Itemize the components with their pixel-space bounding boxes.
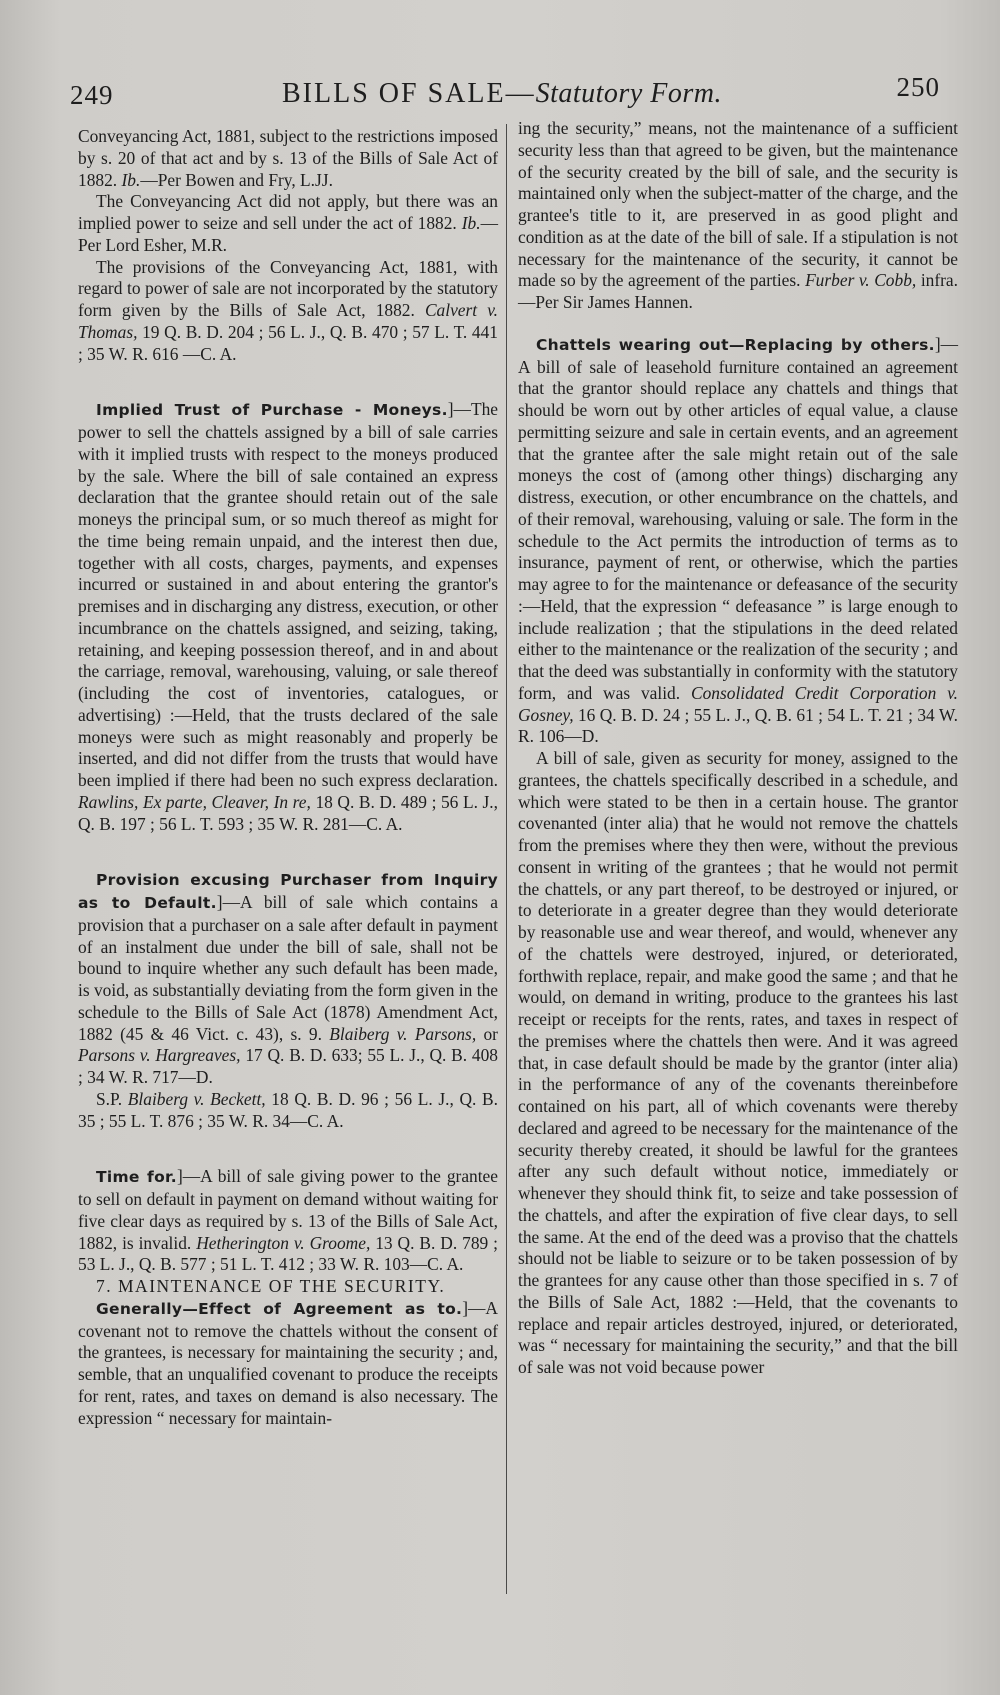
paragraph [518, 748, 958, 1379]
case-name: Furber v. Cobb, [805, 270, 917, 291]
paragraph [78, 1089, 498, 1133]
left-column [78, 126, 498, 1429]
connector-text: or [483, 1023, 498, 1044]
citation-ref: Ib. [121, 169, 141, 190]
paragraph-text: ]—A bill of sale giving power to the grantee to sell on default in payment on demand without waiting for five clear days as required by s. 13 of the Bills of Sale Act, 1882, is invalid. [78, 1166, 498, 1253]
paragraph-text: ]—A covenant not to remove the chattels without the consent of the grantees, is necessary for maintaining the security ; and, semble, that an unqualified covenant to produce the receipts for rent, rates, and taxes on demand is also necessary. The expression “ necessary for maintain- [78, 1297, 498, 1428]
citation-tail: 19 Q. B. D. 204 ; 56 L. J., Q. B. 470 ; 57 L. T. 441 ; 35 W. R. 616 —C. A. [78, 321, 498, 364]
case-name: Calvert v. Thomas, [78, 300, 498, 342]
citation-tail: 17 Q. B. D. 633; 55 L. J., Q. B. 408 ; 34 W. R. 717—D. [78, 1045, 499, 1087]
paragraph [78, 1166, 498, 1276]
citation-tail: 16 Q. B. D. 24 ; 55 L. J., Q. B. 61 ; 54 L. T. 21 ; 34 W. R. 106—D. [518, 704, 958, 747]
citation-tail: —Per Bowen and Fry, L.JJ. [140, 169, 333, 190]
paragraph-text: Conveyancing Act, 1881, subject to the restrictions imposed by s. 20 of that act and by s. 13 of the Bills of Sale Act of 1882. [78, 126, 498, 190]
paragraph-text: ]—A bill of sale of leasehold furniture contained an agreement that the grantor should replace any chattels and things that should be worn out by other articles of equal value, a clause permitting seizure and sale in certain events, and an agreement that the grantee after the sale might retain out of the sale moneys the cost of (among other things) discharging any distress, execution, or other encumbrance on the chattels, and of their removal, warehousing, valuing or sale. The form in the schedule to the Act permits the introduction of terms as to insurance, payment of rent, or otherwise, which the parties may agree to for the maintenance or defeasance of the security :—Held, that the expression “ defeasance ” is large enough to include realization ; that the stipulations in the deed related either to the maintenance or the realization of the security ; and that the deed was substantially in conformity with the statutory form, and was valid. [518, 333, 958, 703]
citation-tail: infra.—Per Sir James Hannen. [518, 270, 958, 312]
right-column [518, 118, 958, 1379]
citation-ref: Ib. [461, 213, 481, 233]
citation-tail: 13 Q. B. D. 789 ; 53 L. J., Q. B. 577 ; 51 L. T. 412 ; 33 W. R. 103—C. A. [78, 1232, 498, 1275]
case-name: Hetherington v. Groome, [196, 1232, 371, 1253]
paragraph-text: The provisions of the Conveyancing Act, 1881, with regard to power of sale are not incorporated by the statutory form given by the Bills of Sale Act, 1882. [78, 256, 498, 320]
lead-text: S.P. [96, 1088, 123, 1109]
paragraph [78, 126, 498, 191]
paragraph [78, 191, 498, 256]
running-title-main: BILLS OF SALE— [282, 78, 536, 109]
paragraph-text: ]—The power to sell the chattels assigned by a bill of sale carries with it implied trusts with respect to the moneys produced by the sale. Where the bill of sale contained an express declaration that the grantee should retain out of the sale moneys the principal sum, or so much thereof as might for the time being remain unpaid, and the interest then due, together with all costs, charges, payments, and expenses incurred or sustained in and about entering the grantor's premises and in discharging any distress, execution, or other incumbrance on the chattels assigned, and seizing, taking, retaining, and keeping possession thereof, and in and about the carriage, removal, warehousing, valuing, or sale thereof (including the cost of inventories, catalogues, or advertising) :—Held, that the trusts declared of the sale moneys were such as might reasonably and properly be inserted, and did not differ from the trusts that would have been implied if there had been no such express declaration. [78, 399, 498, 790]
paragraph [78, 1298, 498, 1430]
paragraph [78, 257, 498, 366]
paragraph [518, 334, 958, 748]
section-heading: 7. MAINTENANCE OF THE SECURITY. [96, 1276, 446, 1296]
paragraph [78, 399, 498, 835]
entry-heading: Implied Trust of Purchase - Moneys. [96, 401, 448, 420]
citation-tail: 18 Q. B. D. 96 ; 56 L. J., Q. B. 35 ; 55 L. T. 876 ; 35 W. R. 34—C. A. [78, 1088, 498, 1131]
page-number-left: 249 [70, 80, 114, 110]
paragraph-text: ing the security,” means, not the maintenance of a sufficient security less than that agreed to be given, but the maintenance of the security created by the bill of sale, and the security is maintained only when the subject-matter of the charge, and the grantee's title to it, are preserved in as good plight and condition as at the date of the bill of sale. If a stipulation is not necessary for the maintenance of the security, it cannot be made so by the agreement of the parties. [518, 118, 958, 291]
running-title [282, 78, 722, 110]
citation-tail: —Per Lord Esher, M.R. [78, 213, 498, 255]
entry-heading: Provision excusing Purchaser from Inquiry as to Default. [78, 871, 498, 912]
paragraph-text: The Conveyancing Act did not apply, but there was an implied power to seize and sell under the act of 1882. [78, 191, 498, 233]
case-name: Blaiberg v. Beckett, [127, 1088, 266, 1109]
paragraph [78, 869, 498, 1089]
running-header [70, 72, 940, 116]
case-name: Consolidated Credit Corporation v. Gosney, [518, 682, 958, 725]
entry-heading: Generally—Effect of Agreement as to. [96, 1299, 463, 1318]
entry-heading: Chattels wearing out—Replacing by others. [536, 335, 935, 354]
paragraph [518, 118, 958, 314]
column-divider [506, 124, 507, 1594]
paragraph-text: ]—A bill of sale which contains a provision that a purchaser on a sale after default in payment of an instalment due under the bill of sale, shall not be bound to inquire whether any such default has been made, is void, as substantially deviating from the form given in the schedule to the Bills of Sale Act (1878) Amendment Act, 1882 (45 & 46 Vict. c. 43), s. 9. [78, 892, 498, 1044]
running-title-italic: Statutory Form. [535, 78, 722, 109]
citation-tail: 18 Q. B. D. 489 ; 56 L. J., Q. B. 197 ; 56 L. T. 593 ; 35 W. R. 281—C. A. [78, 791, 498, 834]
case-name: Parsons v. Hargreaves, [78, 1045, 241, 1066]
page-number-right: 250 [896, 72, 940, 102]
case-name: Blaiberg v. Parsons, [329, 1023, 477, 1044]
case-name: Rawlins, Ex parte, Cleaver, In re, [78, 791, 311, 812]
paragraph-text: A bill of sale, given as security for money, assigned to the grantees, the chattels specifically described in a schedule, and which were stated to be then in a certain house. The grantor covenanted (inter alia) that he would not remove the chattels from the premises where they then were, without the previous consent in writing of the grantees ; that he would not permit the chattels, or any part thereof, to be destroyed or injured, or to deteriorate in a greater degree than they would deteriorate by reasonable use and wear thereof, and would, whenever any of the chattels were destroyed, injured, or deteriorated, forthwith replace, repair, and make good the same ; and that he would, on demand in writing, produce to the grantees his last receipt or receipts for the rents, rates, and taxes in respect of the premises where the chattels then were. And it was agreed that, in case default should be made by the grantor (inter alia) in the performance of any of the covenants thereinbefore contained on his part, all of which covenants were thereby declared and agreed to be necessary for the maintenance of the security thereby created, it should be lawful for the grantees after any such default without notice, immediately or whenever they should think fit, to seize and take possession of the chattels, and after the expiration of five clear days, to sell the same. At the end of the deed was a proviso that the chattels should not be liable to seizure or to be taken possession of by the grantees for any cause other than those specified in s. 7 of the Bills of Sale Act, 1882 :—Held, that the covenants to replace and repair articles destroyed, injured, or deteriorated, was “ necessary for maintaining the security,” and that the bill of sale was not void because power [518, 748, 958, 1377]
entry-heading: Time for. [96, 1168, 177, 1187]
